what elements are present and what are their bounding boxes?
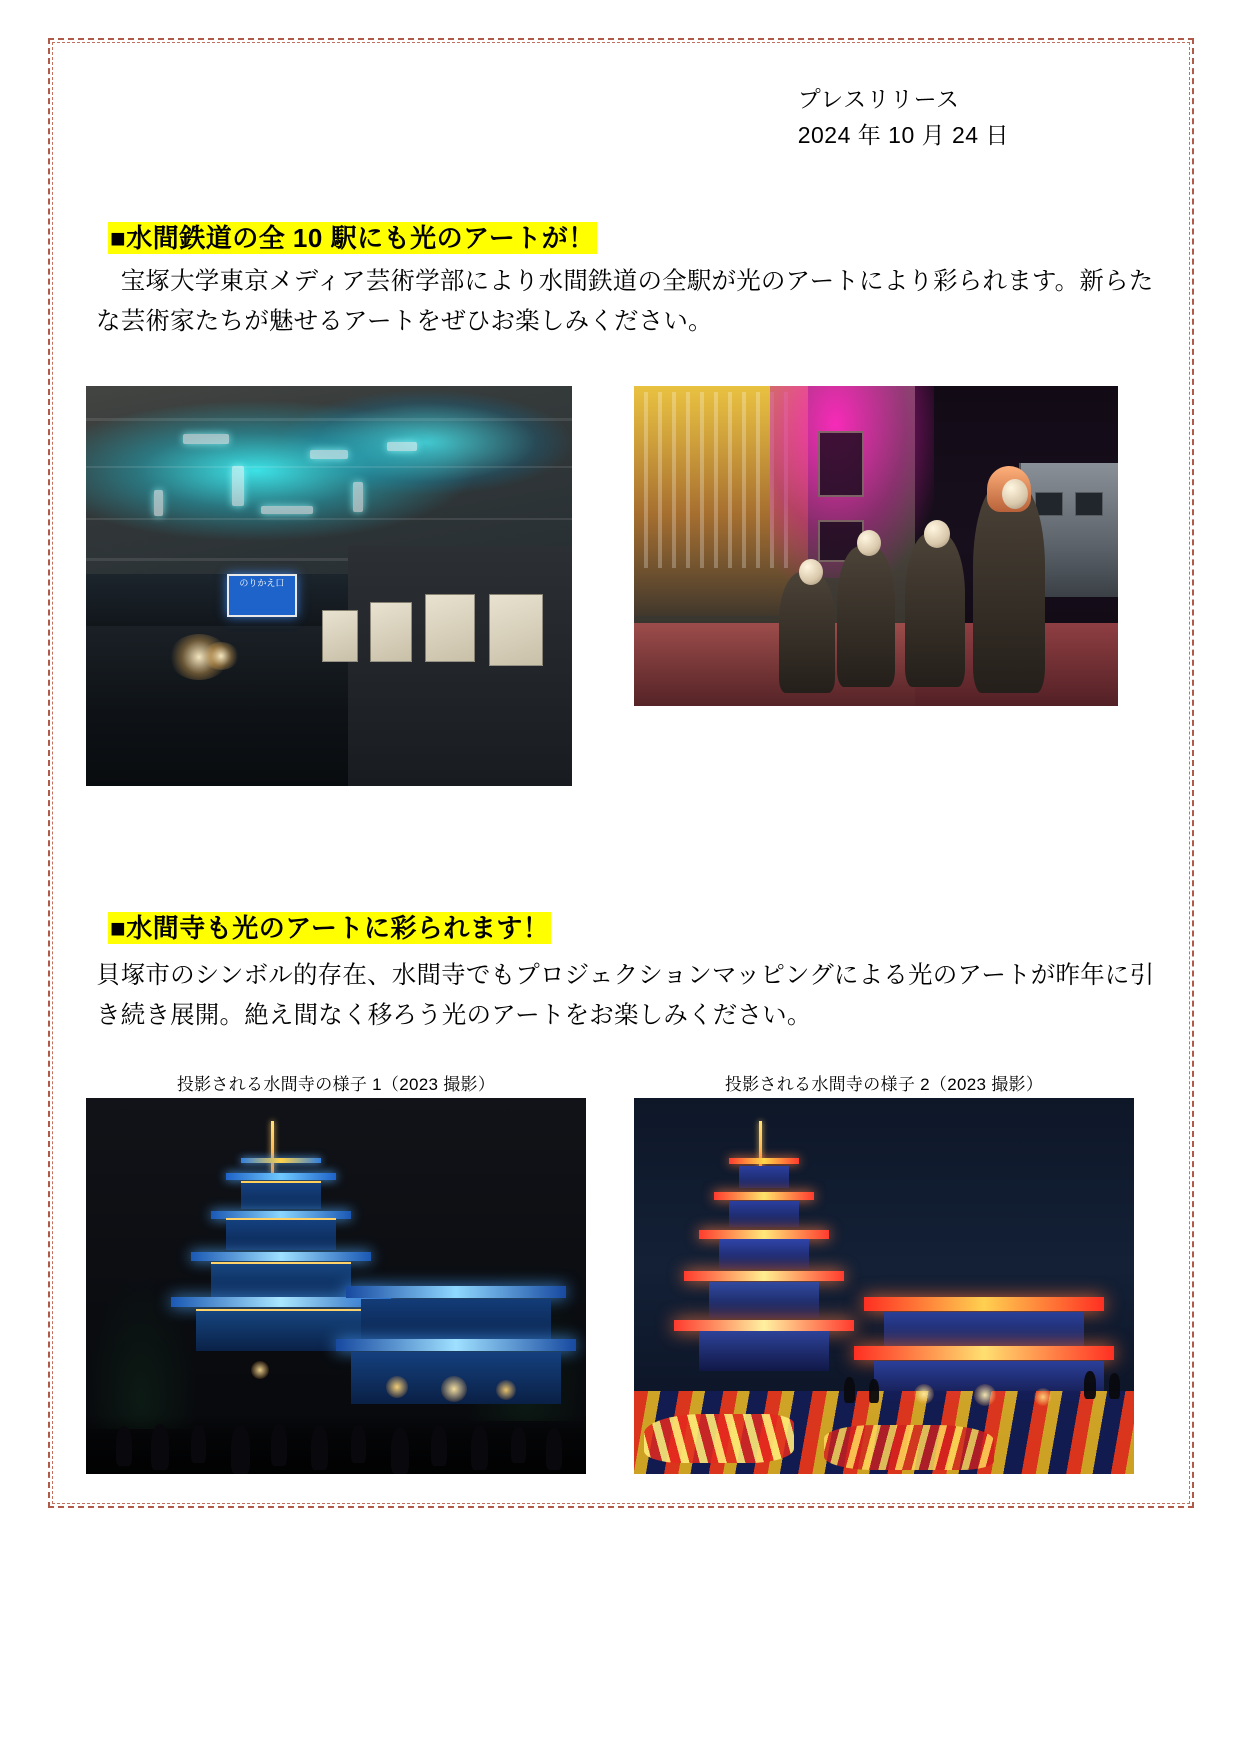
station-light-art-photo: のりかえ口 (86, 386, 572, 786)
section-2-body: 貝塚市のシンボル的存在、水間寺でもプロジェクションマッピングによる光のアートが昨年に引き続き展開。絶え間なく移ろう光のアートをお楽しみください。 (96, 962, 1155, 1029)
document-header (798, 82, 1009, 153)
temple-photo-1-caption: 投影される水間寺の様子 1（2023 撮影） (176, 1075, 496, 1094)
section-1-heading (108, 218, 597, 255)
students-at-lit-wall-photo (634, 386, 1118, 706)
temple-projection-photo-2 (634, 1098, 1134, 1474)
header-title: プレスリリース (797, 86, 960, 112)
section-1-heading-text: ■水間鉄道の全 10 駅にも光のアートが！ (110, 223, 595, 253)
temple-projection-photo-1 (86, 1098, 586, 1474)
temple-photo-2-caption: 投影される水間寺の様子 2（2023 撮影） (724, 1075, 1044, 1094)
section-1-body: 宝塚大学東京メディア芸術学部により水間鉄道の全駅が光のアートにより彩られます。新らたな芸術家たちが魅せるアートをぜひお楽しみください。 (96, 268, 1154, 335)
section-2-heading (108, 908, 551, 945)
header-date: 2024 年 10 月 24 日 (797, 121, 1009, 148)
section-2-heading-text: ■水間寺も光のアートに彩られます！ (110, 913, 550, 943)
